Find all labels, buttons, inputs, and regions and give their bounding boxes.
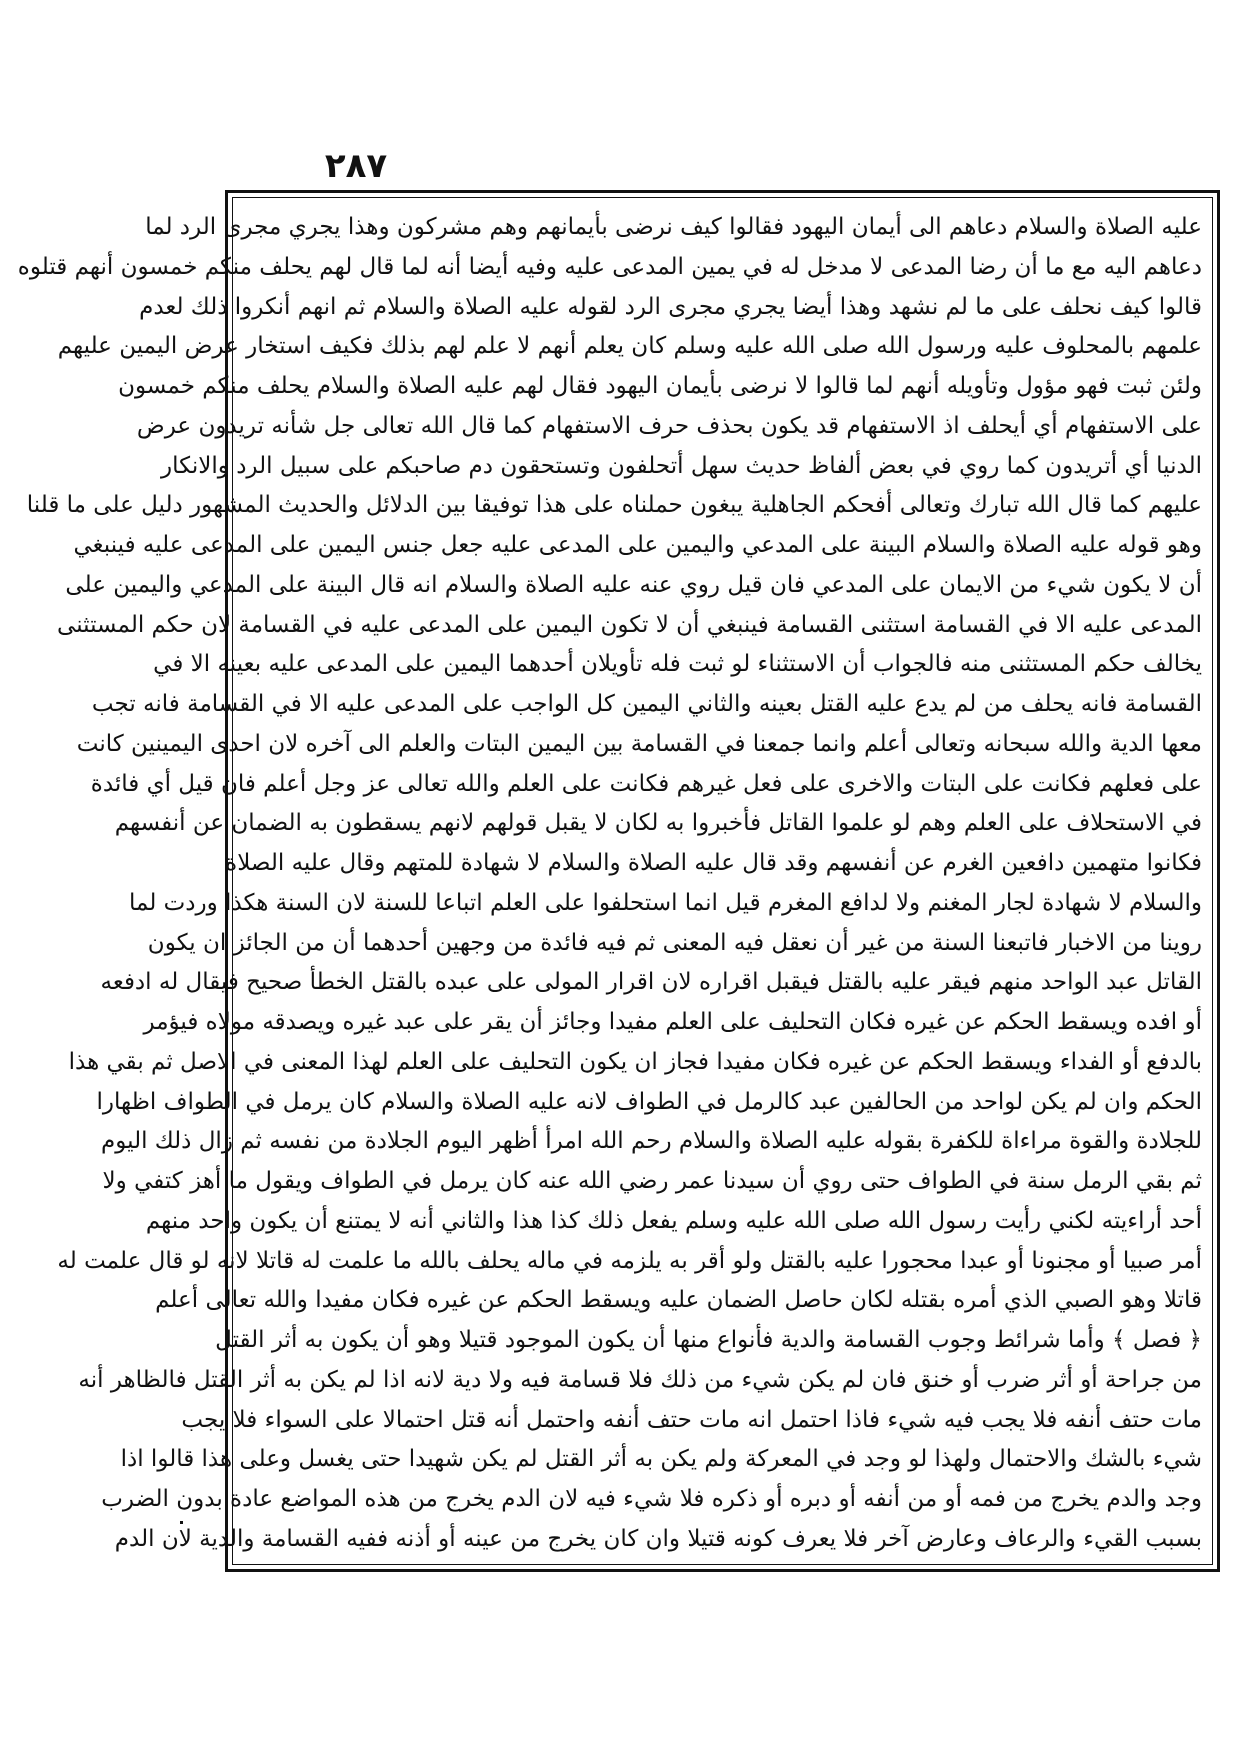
text-line: علمهم بالمحلوف عليه ورسول الله صلى الله عليه وسلم كان يعلم أنهم لا علم لهم بذلك فكيف استخار عرض اليمين عليهم: [57, 333, 1202, 360]
text-line: فكانوا متهمين دافعين الغرم عن أنفسهم وقد قال عليه الصلاة والسلام لا شهادة للمتهم وقال عليه الصلاة: [225, 850, 1202, 876]
page-inner-border: [17, 197, 1213, 1565]
section-heading-line: ﴿ فصل ﴾ وأما شرائط وجوب القسامة والدية فأنواع منها أن يكون الموجود قتيلا وهو أن يكون به أثر القتل: [215, 1327, 1202, 1353]
text-line: في الاستحلاف على العلم وهم لو علموا القاتل فأخبروا به لكان لا يقبل قولهم لانهم يسقطون به الضمان عن أنفسهم: [114, 810, 1202, 837]
text-line: للجلادة والقوة مراءاة للكفرة بقوله عليه الصلاة والسلام رحم الله امرأ أظهر اليوم الجلادة من نفسه ثم زال ذلك اليوم: [101, 1128, 1202, 1155]
body-text: [17, 210, 1202, 1556]
text-line: المدعى عليه الا في القسامة استثنى القسامة فينبغي أن لا تكون اليمين على المدعى عليه في القسامة لان حكم المستثنى: [57, 611, 1202, 638]
text-line: الحكم وان لم يكن لواحد من الحالفين عبد كالرمل في الطواف لانه عليه الصلاة والسلام كان يرمل في الطواف اظهارا: [96, 1088, 1202, 1115]
text-line: عليه الصلاة والسلام دعاهم الى أيمان اليهود فقالوا كيف نرضى بأيمانهم وهم مشركون وهذا يجري مجرى الرد لما: [145, 214, 1202, 240]
text-line: قاتلا وهو الصبي الذي أمره بقتله لكان حاصل الضمان عليه ويسقط الحكم عن غيره فكان مفيدا والله تعالى أعلم: [155, 1287, 1202, 1314]
text-line: ولئن ثبت فهو مؤول وتأويله أنهم لما قالوا لا نرضى بأيمان اليهود فقال لهم عليه الصلاة والسلام يحلف منكم خمسون: [118, 373, 1202, 399]
text-line: وهو قوله عليه الصلاة والسلام البينة على المدعي واليمين على المدعى عليه جعل جنس اليمين على المدعى عليه فينبغي: [73, 532, 1202, 558]
text-line: قالوا كيف نحلف على ما لم نشهد وهذا أيضا يجري مجرى الرد لقوله عليه الصلاة والسلام ثم انهم أنكروا ذلك لعدم: [139, 293, 1202, 320]
text-line: القاتل عبد الواحد منهم فيقر عليه بالقتل فيقبل اقراره لان اقرار المولى على عبده بالقتل الخطأ صحيح فيقال له ادفعه: [100, 969, 1202, 996]
text-line: يخالف حكم المستثنى منه فالجواب أن الاستثناء لو ثبت فله تأويلان أحدهما اليمين على المدعى عليه بعينه الا في: [153, 651, 1202, 678]
text-line: ثم بقي الرمل سنة في الطواف حتى روي أن سيدنا عمر رضي الله عنه كان يرمل في الطواف ويقول ما أهز كتفي ولا: [102, 1168, 1202, 1194]
scan-speck: [180, 1521, 183, 1524]
text-line: الدنيا أي أتريدون كما روي في بعض ألفاظ حديث سهل أتحلفون وتستحقون دم صاحبكم على سبيل الرد والانكار: [161, 452, 1202, 479]
text-line: على الاستفهام أي أيحلف اذ الاستفهام قد يكون بحذف حرف الاستفهام كما قال الله تعالى جل شأنه تريدون عرض: [136, 412, 1202, 439]
text-line: والسلام لا شهادة لجار المغنم ولا لدافع المغرم قيل انما استحلفوا على العلم اتباعا للسنة لان السنة هكذا وردت لما: [129, 889, 1202, 916]
text-line: أمر صبيا أو مجنونا أو عبدا محجورا عليه بالقتل ولو أقر به يلزمه في ماله يحلف بالله ما علمت له قاتلا لانه لو قال علمت له: [57, 1247, 1202, 1274]
text-line: من جراحة أو أثر ضرب أو خنق فان لم يكن شيء من ذلك فلا قسامة فيه ولا دية لانه اذا لم يكن به أثر القتل فالظاهر أنه: [78, 1366, 1202, 1393]
text-line: بالدفع أو الفداء ويسقط الحكم عن غيره فكان مفيدا فجاز ان يكون التحليف على العلم لهذا المعنى في الاصل ثم بقي هذا: [68, 1048, 1202, 1075]
text-line: روينا من الاخبار فاتبعنا السنة من غير أن نعقل فيه المعنى ثم فيه فائدة من وجهين أحدهما أن من الجائز ان يكون: [147, 929, 1202, 956]
text-line: مات حتف أنفه فلا يجب فيه شيء فاذا احتمل انه مات حتف أنفه واحتمل أنه قتل احتمالا على السواء فلا يجب: [181, 1406, 1202, 1433]
text-line: أحد أراءيته لكني رأيت رسول الله صلى الله عليه وسلم يفعل ذلك كذا هذا والثاني أنه لا يمتنع أن يكون واحد منهم: [145, 1207, 1202, 1234]
text-line: شيء بالشك والاحتمال ولهذا لو وجد في المعركة ولم يكن به أثر القتل لم يكن شهيدا حتى يغسل وعلى هذا قالوا اذا: [120, 1446, 1202, 1473]
text-line: معها الدية والله سبحانه وتعالى أعلم وانما جمعنا في القسامة بين اليمين البتات والعلم الى آخره لان احدى اليمينين كانت: [76, 730, 1202, 757]
text-line: على فعلهم فكانت على البتات والاخرى على فعل غيرهم فكانت على العلم والله تعالى عز وجل أعلم فان قيل أي فائدة: [90, 770, 1202, 797]
text-line: عليهم كما قال الله تبارك وتعالى أفحكم الجاهلية يبغون حملناه على هذا توفيقا بين الدلائل والحديث المشهور دليل على ما قلنا: [26, 492, 1202, 519]
text-line: أن لا يكون شيء من الايمان على المدعي فان قيل روي عنه عليه الصلاة والسلام انه قال البينة على المدعي واليمين على: [65, 571, 1202, 598]
text-line: دعاهم اليه مع ما أن رضا المدعى لا مدخل له في يمين المدعى عليه وفيه أيضا أنه لما قال لهم يحلف منكم خمسون أنهم قتلوه: [17, 253, 1202, 280]
text-line: بسبب القيء والرعاف وعارض آخر فلا يعرف كونه قتيلا وان كان يخرج من عينه أو أذنه ففيه القسامة والدية لان الدم: [114, 1525, 1202, 1552]
page-number: ٢٨٧: [324, 146, 388, 186]
text-line: أو افده ويسقط الحكم عن غيره فكان التحليف على العلم مفيدا وجائز أن يقر على عبد غيره ويصدقه مولاه فيؤمر: [143, 1009, 1202, 1035]
text-line: وجد والدم يخرج من فمه أو من أنفه أو دبره أو ذكره فلا شيء فيه لان الدم يخرج من هذه المواضع عادة بدون الضرب: [101, 1486, 1202, 1512]
page-border: [17, 190, 1220, 1572]
text-line: القسامة فانه يحلف من لم يدع عليه القتل بعينه والثاني اليمين كل الواجب على المدعى عليه الا في القسامة فانه تجب: [91, 691, 1202, 717]
